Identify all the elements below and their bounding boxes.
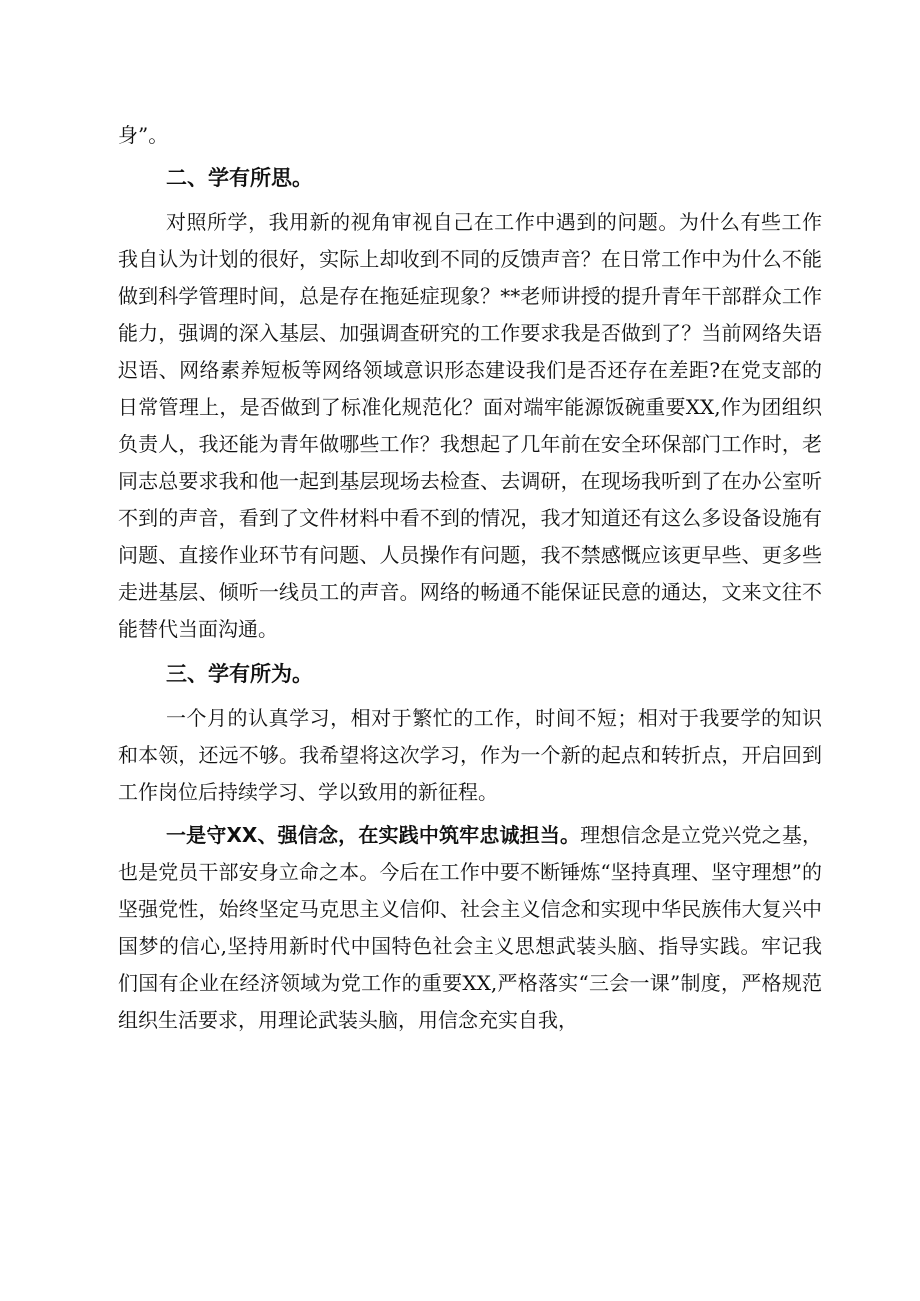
- section-heading-3: 三、学有所为。: [166, 662, 313, 686]
- continued-text: 身”。: [118, 123, 169, 147]
- section-heading-2: 二、学有所思。: [166, 166, 313, 190]
- paragraph-reflection: 对照所学，我用新的视角审视自己在工作中遇到的问题。为什么有些工作我自认为计划的很好，实际上却收到不同的反馈声音？在日常工作中为什么不能做到科学管理时间，总是存在拖延症现象？**老师讲授的提升青年干部群众工作能力，强调的深入基层、加强调查研究的工作要求我是否做到了？当前网络失语迟语、网络素养短板等网络领域意识形态建设我们是否还存在差距?在党支部的日常管理上，是否做到了标准化规范化？面对端牢能源饭碗重要XX,作为团组织负责人，我还能为青年做哪些工作？我想起了几年前在安全环保部门工作时，老同志总要求我和他一起到基层现场去检查、去调研，在现场我听到了在办公室听不到的声音，看到了文件材料中看不到的情况，我才知道还有这么多设备设施有问题、直接作业环节有问题、人员操作有问题，我不禁感慨应该更早些、更多些走进基层、倾听一线员工的声音。网络的畅通不能保证民意的通达，文来文往不能替代当面沟通。: [118, 210, 822, 641]
- paragraph-lead-phrase: 一是守XX、强信念，在实践中筑牢忠诚担当。: [166, 823, 581, 847]
- document-body: [118, 117, 822, 1039]
- paragraph-faith-commitment: [118, 817, 822, 1039]
- paragraph-lead-body: 理想信念是立党兴党之基，也是党员干部安身立命之本。今后在工作中要不断锤炼“坚持真理、坚守理想”的坚强党性，始终坚定马克思主义信仰、社会主义信念和实现中华民族伟大复兴中国梦的信心,坚持用新时代中国特色社会主义思想武装头脑、指导实践。牢记我们国有企业在经济领域为党工作的重要XX,严格落实“三会一课”制度，严格规范组织生活要求，用理论武装头脑，用信念充实自我，: [118, 823, 823, 1032]
- paragraph-study-summary: 一个月的认真学习，相对于繁忙的工作，时间不短；相对于我要学的知识和本领，还远不够。我希望将这次学习，作为一个新的起点和转折点，开启回到工作岗位后持续学习、学以致用的新征程。: [118, 706, 822, 804]
